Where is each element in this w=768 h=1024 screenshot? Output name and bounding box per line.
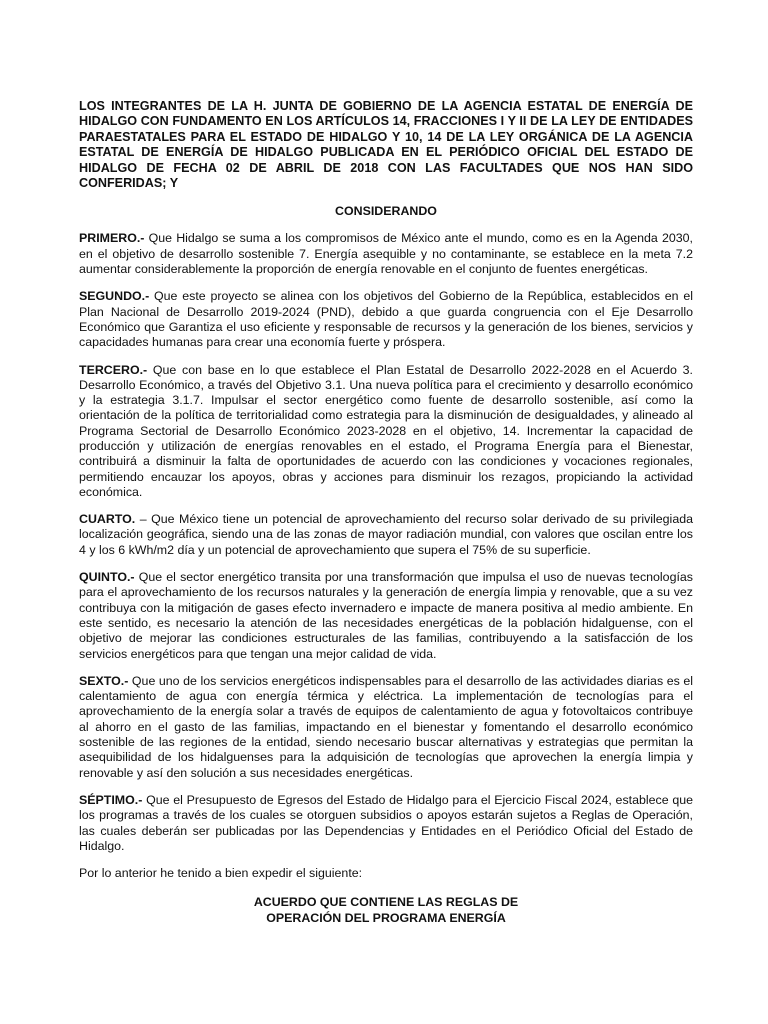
paragraph-text: Que este proyecto se alinea con los objetivos del Gobierno de la República, establecidos en el Plan Nacional de Desarrollo 2019-2024 (PND), debido a que guarda congruencia con el Eje Desarrollo Económico que Garantiza el uso eficiente y responsable de recursos y la generación de los bienes, servicios y capacidades humanas para crear una economía fuerte y próspera. — [79, 289, 693, 350]
considerando-segundo — [79, 289, 693, 350]
considerando-cuarto — [79, 512, 693, 558]
paragraph-lead: SEGUNDO.- — [79, 289, 150, 304]
document-body — [79, 99, 693, 926]
considerando-septimo — [79, 793, 693, 854]
preamble-paragraph: LOS INTEGRANTES DE LA H. JUNTA DE GOBIERNO DE LA AGENCIA ESTATAL DE ENERGÍA DE HIDALGO CON FUNDAMENTO EN LOS ARTÍCULOS 14, FRACCIONES I Y II DE LA LEY DE ENTIDADES PARAESTATALES PARA EL ESTADO DE HIDALGO Y 10, 14 DE LA LEY ORGÁNICA DE LA AGENCIA ESTATAL DE ENERGÍA DE HIDALGO PUBLICADA EN EL PERIÓDICO OFICIAL DEL ESTADO DE HIDALGO DE FECHA 02 DE ABRIL DE 2018 CON LAS FACULTADES QUE NOS HAN SIDO CONFERIDAS; Y — [79, 99, 693, 191]
paragraph-text: – Que México tiene un potencial de aprovechamiento del recurso solar derivado de su privilegiada localización geográfica, siendo una de las zonas de mayor radiación mundial, con valores que oscilan entre los 4 y los 6 kWh/m2 día y un potencial de aprovechamiento que supera el 75% de su superficie. — [79, 512, 693, 557]
paragraph-text: Que el Presupuesto de Egresos del Estado de Hidalgo para el Ejercicio Fiscal 2024, establece que los programas a través de los cuales se otorguen subsidios o apoyos estarán sujetos a Reglas de Operación, las cuales deberán ser publicadas por las Dependencias y Entidades en el Periódico Oficial del Estado de Hidalgo. — [79, 792, 693, 853]
considerando-primero — [79, 231, 693, 277]
paragraph-lead: SÉPTIMO.- — [79, 792, 143, 807]
acuerdo-title-line: OPERACIÓN DEL PROGRAMA ENERGÍA — [266, 910, 506, 925]
closing-sentence: Por lo anterior he tenido a bien expedir el siguiente: — [79, 866, 363, 881]
acuerdo-title — [79, 895, 693, 926]
paragraph-lead: PRIMERO.- — [79, 231, 145, 246]
considerando-sexto — [79, 674, 693, 781]
considerando-tercero — [79, 363, 693, 501]
paragraph-lead: TERCERO.- — [79, 362, 148, 377]
considerando-quinto — [79, 570, 693, 662]
paragraph-text: Que el sector energético transita por una transformación que impulsa el uso de nuevas tecnologías para el aprovechamiento de los recursos naturales y la generación de energía limpia y renovable, que a su vez contribuya con la mitigación de gases efecto invernadero e impacte de manera positiva al medio ambiente. En este sentido, es necesario la atención de las necesidades energéticas de la población hidalguense, con el objetivo de mejorar las condiciones estructurales de las familias, contribuyendo a la satisfacción de los servicios energéticos para que tengan una mejor calidad de vida. — [79, 570, 693, 661]
acuerdo-title-line: ACUERDO QUE CONTIENE LAS REGLAS DE — [253, 895, 519, 910]
paragraph-lead: SEXTO.- — [79, 673, 129, 688]
paragraph-text: Que con base en lo que establece el Plan Estatal de Desarrollo 2022-2028 en el Acuerdo 3. Desarrollo Económico, a través del Objetivo 3.1. Una nueva política para el crecimiento y desarrollo económico y la estrategia 3.1.7. Impulsar el sector energético como fuente de desarrollo sostenible, así como la orientación de la política de territorialidad como estrategia para la disminución de desigualdades, y alineado al Programa Sectorial de Desarrollo Económico 2023-2028 en el objetivo, 14. Incrementar la capacidad de producción y utilización de energías renovables en el estado, el Programa Energía para el Bienestar, contribuirá a disminuir la falta de oportunidades de acuerdo con las condiciones y vocaciones regionales, permitiendo encauzar los apoyos, obras y acciones para disminuir los rezagos, propiciando la actividad económica. — [79, 362, 693, 499]
paragraph-text: Que Hidalgo se suma a los compromisos de México ante el mundo, como es en la Agenda 2030, en el objetivo de desarrollo sostenible 7. Energía asequible y no contaminante, se establece en la meta 7.2 aumentar considerablemente la proporción de energía renovable en el conjunto de fuentes energéticas. — [79, 231, 693, 277]
paragraph-lead: CUARTO. — [79, 512, 136, 527]
considerando-heading: CONSIDERANDO — [335, 204, 437, 219]
paragraph-text: Que uno de los servicios energéticos indispensables para el desarrollo de las actividades diarias es el calentamiento de agua con energía térmica y eléctrica. La implementación de tecnologías para el aprovechamiento de la energía solar a través de equipos de calentamiento de agua y fotovoltaicos contribuye al ahorro en el gasto de las familias, impactando en el bienestar y fomentando el desarrollo económico sostenible de las regiones de la entidad, siendo necesario buscar alternativas y estrategias que permitan la asequibilidad de los hidalguenses para la adquisición de tecnologías que aprovechen la energía limpia y renovable y así den solución a sus necesidades energéticas. — [79, 673, 693, 780]
paragraph-lead: QUINTO.- — [79, 570, 135, 585]
